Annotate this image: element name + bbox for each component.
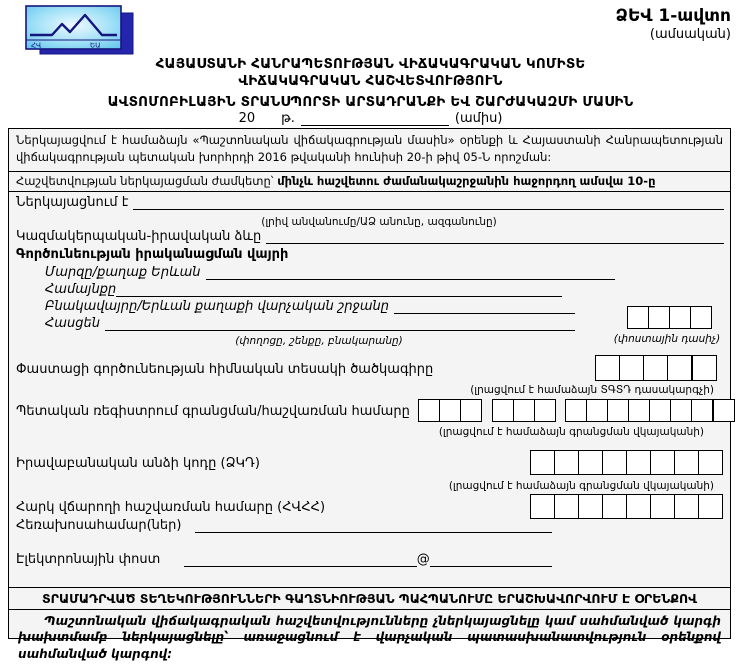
activity-code-hint: (լրացվում է համաձայն ՏԳՏԴ դասակարգչի): [470, 383, 714, 396]
community-blank-line: [116, 282, 562, 297]
code-cell: [602, 450, 627, 475]
legal-entity-code-cells: [530, 450, 723, 475]
form-code-block: [616, 6, 731, 44]
code-cell: [534, 399, 556, 422]
form-periodicity: (ամսական): [649, 27, 731, 43]
register-cells-group1: [418, 399, 482, 422]
legal-code-hint: (լրացվում է համաձայն գրանցման վկայականի): [448, 479, 714, 492]
armstat-logo-icon: [24, 4, 136, 58]
confidentiality-band: ՏՐԱՄԱԴՐՎԱԾ ՏԵՂԵԿՈՒԹՅՈՒՆՆԵՐԻ ԳԱՂՏՆԻՈՒԹՅԱՆ ՊԱՀՊԱՆՈՒՄԸ ԵՐԱՇԽԱՎՈՐՎՈՒՄ Է ՕՐԵՆՔՈՎ: [9, 587, 730, 610]
code-cell: [650, 450, 675, 475]
code-cell: [674, 494, 699, 519]
year-suffix: թ.: [281, 111, 295, 126]
code-cell: [619, 355, 644, 381]
committee-name: ՀԱՅԱՍՏԱՆԻ ՀԱՆՐԱՊԵՏՈՒԹՅԱՆ ՎԻՃԱԿԱԳՐԱԿԱՆ ԿՈՄԻՏԵ: [155, 56, 586, 72]
register-cells-group2: [492, 399, 556, 422]
tin-cells: [530, 494, 723, 519]
legal-code-label: Իրավաբանական անձի կոդը (ՁԿԴ): [16, 455, 260, 471]
phone-blank-line: [195, 518, 552, 533]
community-label: Համայնքը: [45, 281, 117, 297]
logo-right-letters: ԵԱ: [90, 41, 101, 50]
marz-blank-line: [206, 265, 615, 280]
email-at-sign: @: [416, 551, 430, 567]
register-cells-group3: [565, 399, 735, 422]
code-cell: [595, 355, 620, 381]
email-row: [16, 552, 552, 567]
form-code: ՁԵՎ 1-ավտո: [615, 6, 731, 26]
warning-note: Պաշտոնական վիճակագրական հաշվետվությունները չներկայացնելը կամ սահմանված կարգի խախտմամբ ներկայացնելը՝ առաջացնում է վարչական պատասխանատվություն օրենքով սահմանված կարգով:: [18, 613, 721, 662]
logo-left-letters: ՀՎ: [31, 41, 42, 50]
presenter-label: Ներկայացնում է: [16, 194, 129, 210]
code-cell: [650, 494, 675, 519]
code-cell: [607, 399, 629, 422]
code-cell: [669, 306, 691, 329]
code-cell: [418, 399, 440, 422]
form-title: ԱՎՏՈՄՈԲԻԼԱՅԻՆ ՏՐԱՆՍՊՈՐՏԻ ԱՐՏԱԴՐԱՆՔԻ ԵՎ ՇԱՐԺԱԿԱԶՄԻ ՄԱՍԻՆ: [107, 94, 634, 110]
code-cell: [626, 450, 651, 475]
settlement-row: [45, 299, 575, 314]
legal-form-blank-line: [266, 229, 724, 244]
legal-basis-text: Ներկայացվում է համաձայն «Պաշտոնական վիճակագրության մասին» օրենքի և Հայաստանի Հանրապետության վիճակագրության պետական խորհրդի 2016 թվականի հունիսի 20-ի թիվ 05-Ն որոշման:: [9, 129, 730, 172]
report-date-line: [0, 111, 741, 126]
deadline-value: մինչև հաշվետու ժամանակաշրջանին հաջորդող ամսվա 10-ը: [277, 173, 656, 188]
settlement-label: Բնակավայրը/Երևան քաղաքի վարչական շրջանը: [45, 298, 389, 314]
tin-row: [16, 500, 430, 515]
code-cell: [712, 399, 735, 422]
code-cell: [698, 450, 723, 475]
report-type: ՎԻՃԱԿԱԳՐԱԿԱՆ ՀԱՇՎԵՏՎՈՒԹՅՈՒՆ: [238, 73, 503, 89]
activity-code-row: [16, 362, 530, 377]
register-label: Պետական ռեգիստրում գրանցման/հաշվառման համարը: [16, 403, 410, 419]
address-label: Հասցեն: [45, 315, 100, 331]
tin-label: Հարկ վճարողի հաշվառման համարը (ՀՎՀՀ): [16, 499, 326, 515]
code-cell: [698, 494, 723, 519]
code-cell: [554, 450, 579, 475]
code-cell: [439, 399, 461, 422]
deadline-row: [9, 172, 730, 192]
legal-form-label: Կազմակերպական-իրավական ձևը: [16, 228, 262, 244]
month-label: (ամիս): [454, 111, 503, 126]
form-fields-area: [9, 192, 730, 587]
armstat-logo: [24, 4, 136, 58]
postal-code-hint: (փոստային դասիչ): [613, 332, 721, 345]
code-cell: [691, 355, 717, 381]
code-cell: [691, 399, 713, 422]
code-cell: [643, 355, 668, 381]
code-cell: [690, 306, 712, 329]
code-cell: [649, 399, 671, 422]
legal-form-row: [16, 229, 724, 244]
code-cell: [530, 494, 555, 519]
phone-row: [16, 518, 552, 533]
code-cell: [554, 494, 579, 519]
presenter-row: [16, 195, 724, 210]
community-row: [45, 282, 562, 297]
month-blank-line: [301, 112, 449, 126]
code-cell: [492, 399, 514, 422]
email-label: Էլեկտրոնային փոստ: [16, 551, 161, 567]
code-cell: [626, 494, 651, 519]
code-cell: [627, 306, 649, 329]
code-cell: [578, 450, 603, 475]
address-hint: (փողոցը, շենքը, բնակարանը): [235, 334, 403, 347]
code-cell: [674, 450, 699, 475]
code-cell: [460, 399, 482, 422]
register-hint: (լրացվում է համաձայն գրանցման վկայականի): [438, 425, 704, 438]
code-cell: [578, 494, 603, 519]
settlement-blank-line: [394, 299, 575, 314]
email-local-blank-line: [184, 552, 416, 567]
code-cell: [628, 399, 650, 422]
address-row: [45, 316, 575, 331]
code-cell: [648, 306, 670, 329]
phone-label: Հեռախոսահամար(ներ): [16, 517, 182, 533]
marz-row: [45, 265, 615, 280]
code-cell: [602, 494, 627, 519]
activity-code-label: Փաստացի գործունեության հիմնական տեսակի ծածկագիրը: [16, 361, 434, 377]
code-cell: [667, 355, 692, 381]
location-heading: Գործունեության իրականացման վայրի: [16, 246, 289, 262]
email-domain-blank-line: [430, 552, 552, 567]
activity-code-cells: [595, 355, 717, 381]
address-blank-line: [105, 316, 575, 331]
code-cell: [565, 399, 587, 422]
form-body-box: [8, 128, 731, 662]
code-cell: [530, 450, 555, 475]
presenter-hint: (լրիվ անվանումը/ԱՁ անունը, ազգանունը): [261, 215, 497, 228]
register-row: [16, 403, 410, 419]
code-cell: [586, 399, 608, 422]
code-cell: [670, 399, 692, 422]
form-header: [0, 0, 741, 128]
postal-code-cells: [627, 306, 712, 329]
code-cell: [513, 399, 535, 422]
legal-code-row: [16, 456, 430, 471]
year-prefix: 20: [238, 111, 256, 126]
marz-label: Մարզը/քաղաք Երևան: [45, 264, 201, 280]
deadline-label: Հաշվետվության ներկայացման ժամկետը՝: [16, 173, 278, 188]
presenter-blank-line: [133, 195, 724, 210]
